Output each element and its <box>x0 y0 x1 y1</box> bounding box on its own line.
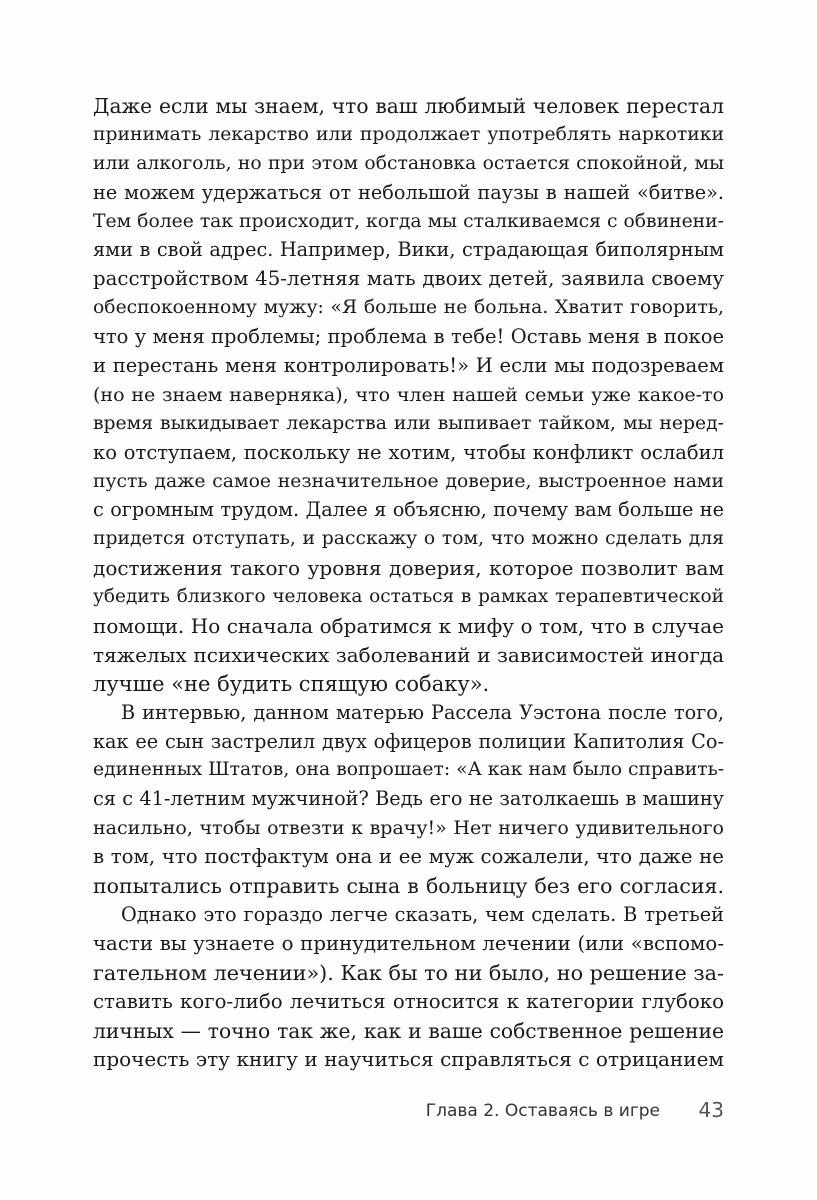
text-line: принимать лекарство или продолжает употреблять наркотики <box>93 123 724 145</box>
text-line: Однако это гораздо легче сказать, чем сделать. В третьей <box>121 902 724 926</box>
text-line: время выкидывает лекарства или выпивает тайком, мы неред- <box>93 412 724 434</box>
text-line: придется отступать, и расскажу о том, что можно сделать для <box>93 528 724 550</box>
text-line: единенных Штатов, она вопрошает: «А как нам было справить- <box>93 759 725 781</box>
text-line: и перестань меня контролировать!» И если мы подозреваем <box>93 354 724 378</box>
text-line: убедить близкого человека остаться в рамках терапевтической <box>93 586 724 608</box>
text-line: как ее сын застрелил двух офицеров полиции Капитолия Со- <box>93 729 724 753</box>
text-line: или алкоголь, но при этом обстановка остается спокойной, мы <box>93 152 724 174</box>
running-title: Глава 2. Оставаясь в игре <box>425 1101 660 1121</box>
text-line: расстройством 45-летняя мать двоих детей, заявила своему <box>93 267 724 291</box>
text-line: (но не знаем наверняка), что член нашей семьи уже какое-то <box>93 383 724 406</box>
text-line: Даже если мы знаем, что ваш любимый человек перестал <box>93 94 724 118</box>
text-line: Тем более так происходит, когда мы сталкиваемся с обвинени- <box>93 210 724 232</box>
text-line: ко отступаем, поскольку не хотим, чтобы конфликт ослабил <box>93 440 724 464</box>
body-text <box>93 92 724 1074</box>
text-line: что у меня проблемы; проблема в тебе! Оставь меня в покое <box>93 325 724 349</box>
text-line: с огромным трудом. Далее я объясню, почему вам больше не <box>93 498 724 522</box>
text-line: тяжелых психических заболеваний и зависимостей иногда <box>93 642 724 667</box>
text-line: достижения такого уровня доверия, которое позволит вам <box>93 556 724 581</box>
text-line: насильно, чтобы отвезти к врачу!» Нет ничего удивительного <box>93 817 724 840</box>
text-line: прочесть эту книгу и научиться справляться с отрицанием <box>93 1047 724 1072</box>
text-line: части вы узнаете о принудительном лечении (или «вспомо- <box>93 931 724 955</box>
text-line: гательном лечении»). Как бы то ни было, но решение за- <box>93 960 725 985</box>
text-line: помощи. Но сначала обратимся к мифу о том, что в случае <box>93 614 724 639</box>
text-line: В интервью, данном матерью Рассела Уэстона после того, <box>121 700 724 724</box>
text-line: не можем удержаться от небольшой паузы в нашей «битве». <box>93 180 724 204</box>
text-line: попытались отправить сына в больницу без его согласия. <box>93 874 724 899</box>
text-line: ся с 41-летним мужчиной? Ведь его не затолкаешь в машину <box>93 787 724 811</box>
text-line: обеспокоенному мужу: «Я больше не больна. Хватит говорить, <box>93 297 724 319</box>
text-line: личных — точно так же, как и ваше собственное решение <box>93 1018 724 1043</box>
text-line: ставить кого-либо лечиться относится к категории глубоко <box>93 989 724 1013</box>
text-line: ями в свой адрес. Например, Вики, страдающая биполярным <box>93 238 724 262</box>
text-line: лучше «не будить спящую собаку». <box>93 671 490 696</box>
page-number: 43 <box>698 1098 724 1122</box>
text-line: в том, что постфактум она и ее муж сожалели, что даже не <box>93 845 724 869</box>
text-line: пусть даже самое незначительное доверие, выстроенное нами <box>93 470 724 492</box>
